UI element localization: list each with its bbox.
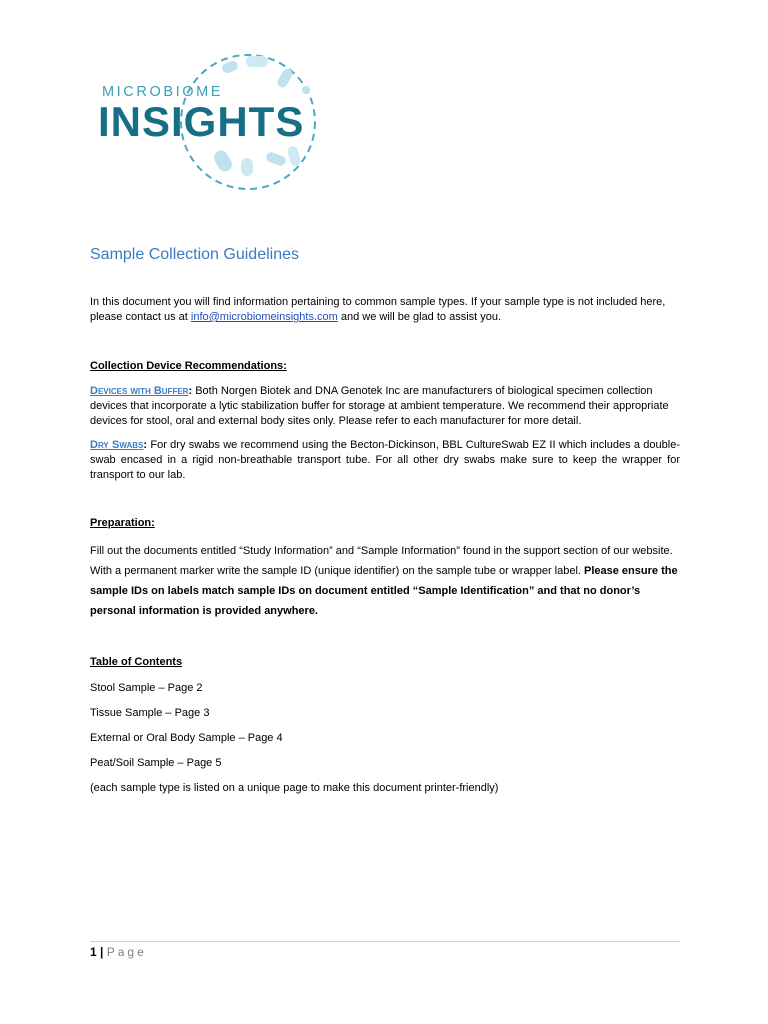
intro-text-before: In this document you will find information pertaining to common sample types. If your sample type is not included here, please contact us at bbox=[90, 296, 666, 323]
dry-swabs-paragraph: Dry Swabs: For dry swabs we recommend using the Becton-Dickinson, BBL CultureSwab EZ II which includes a double-swab encased in a rigid non-breathable transport tube. For all other dry swabs make sure to keep the wrapper for transport to our lab. bbox=[90, 439, 680, 481]
toc-item-tissue: Tissue Sample – Page 3 bbox=[90, 707, 210, 719]
buffer-devices-text: Both Norgen Biotek and DNA Genotek Inc are manufacturers of biological specimen collection devices that incorporate a lytic stabilization buffer for storage at ambient temperature. We recommend their appropriate devices for stool, oral and external body sites only. Please refer to each manufacturer for more detail. bbox=[90, 385, 669, 427]
document-title: Sample Collection Guidelines bbox=[90, 246, 299, 263]
intro-text-after: and we will be glad to assist you. bbox=[337, 311, 502, 323]
preparation-text: Fill out the documents entitled “Study Information” and “Sample Information” found in the support section of our website. With a permanent marker write the sample ID (unique identifier) on the sample tube or wrapper label. bbox=[90, 545, 673, 577]
logo-text-insights: INSIGHTS bbox=[98, 98, 305, 145]
page-footer bbox=[90, 945, 147, 959]
toc-note: (each sample type is listed on a unique page to make this document printer-friendly) bbox=[90, 782, 499, 794]
company-logo bbox=[96, 50, 336, 200]
page-number: 1 bbox=[90, 945, 97, 959]
footer-divider bbox=[90, 941, 680, 942]
preparation-heading: Preparation: bbox=[90, 517, 155, 529]
dry-swabs-text: For dry swabs we recommend using the Becton-Dickinson, BBL CultureSwab EZ II which includes a double-swab encased in a rigid non-breathable transport tube. For all other dry swabs make sure to keep the wrapper for transport to our lab. bbox=[90, 439, 680, 481]
buffer-devices-label: Devices with Buffer bbox=[90, 385, 189, 397]
dry-swabs-label: Dry Swabs bbox=[90, 439, 144, 451]
toc-heading: Table of Contents bbox=[90, 656, 183, 668]
intro-paragraph bbox=[90, 295, 680, 325]
logo-text-microbiome: MICROBIOME bbox=[102, 84, 224, 100]
toc-item-external-oral: External or Oral Body Sample – Page 4 bbox=[90, 732, 283, 744]
contact-email-link[interactable]: info@microbiomeinsights.com bbox=[190, 311, 338, 323]
toc-item-peat-soil: Peat/Soil Sample – Page 5 bbox=[90, 757, 222, 769]
page-label: Page bbox=[106, 945, 147, 959]
footer-separator: | bbox=[100, 945, 104, 959]
toc-item-stool: Stool Sample – Page 2 bbox=[90, 682, 203, 694]
preparation-paragraph bbox=[90, 541, 680, 621]
preparation-bold-text: Please ensure the sample IDs on labels match sample IDs on document entitled “Sample Identification” and that no donor’s personal information is provided anywhere. bbox=[90, 565, 678, 617]
table-of-contents bbox=[90, 682, 498, 807]
buffer-devices-paragraph: Devices with Buffer: Both Norgen Biotek and DNA Genotek Inc are manufacturers of biological specimen collection devices that incorporate a lytic stabilization buffer for storage at ambient temperature. We recommend their appropriate devices for stool, oral and external body sites only. Please refer to each manufacturer for more detail. bbox=[90, 385, 669, 427]
collection-heading: Collection Device Recommendations: bbox=[90, 360, 287, 372]
